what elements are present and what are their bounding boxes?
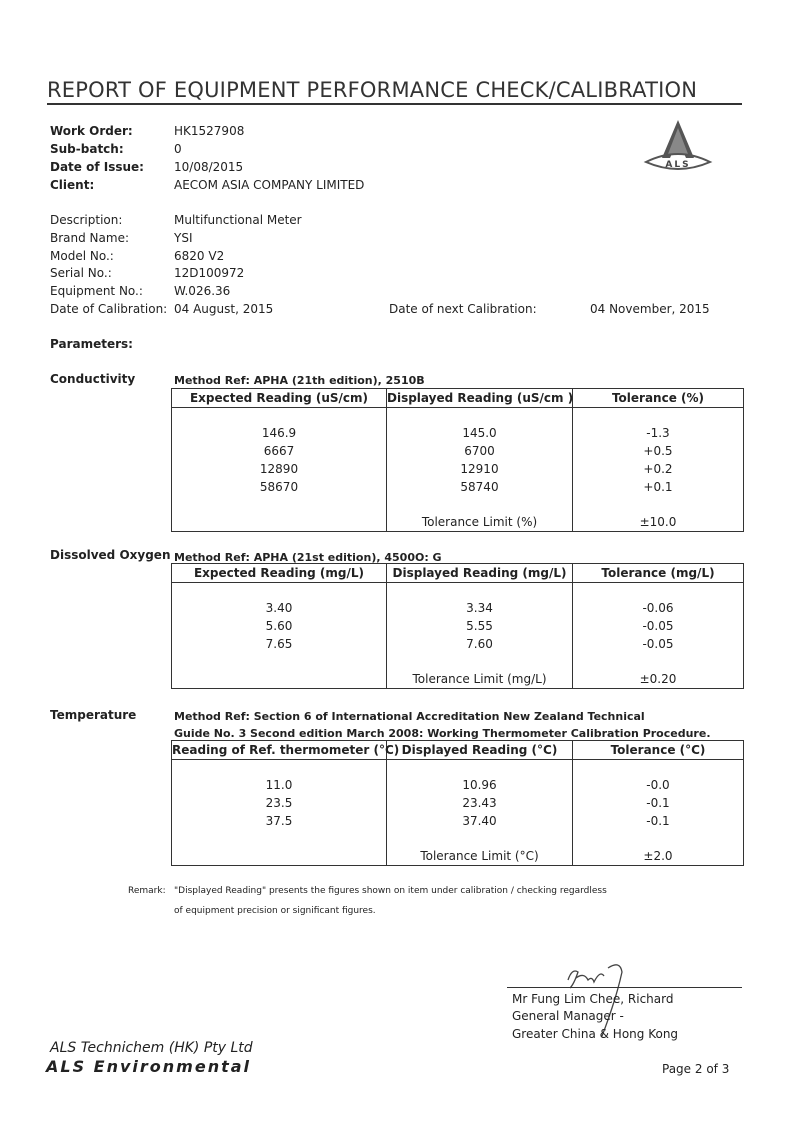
als-logo-text: ALS xyxy=(665,160,691,170)
model-value: 6820 V2 xyxy=(174,249,225,263)
work-order-value: HK1527908 xyxy=(174,124,245,138)
footer-company: ALS Technichem (HK) Pty Ltd xyxy=(50,1040,253,1056)
conductivity-expected-value: 12890 xyxy=(259,462,299,476)
oxygen-section-title: Dissolved Oxygen xyxy=(50,548,171,562)
conductivity-tolerance-value: +0.2 xyxy=(643,462,673,476)
conductivity-header-expected: Expected Reading (uS/cm) xyxy=(172,389,387,408)
conductivity-header-displayed: Displayed Reading (uS/cm ) xyxy=(387,389,573,408)
conductivity-displayed-value: 145.0 xyxy=(462,426,497,440)
oxygen-tolerance-column xyxy=(573,583,744,689)
oxygen-displayed-value: 5.55 xyxy=(466,619,493,633)
conductivity-displayed-value: 12910 xyxy=(460,462,499,476)
remark-line2: of equipment precision or significant figures. xyxy=(174,906,376,916)
conductivity-displayed-value: 58740 xyxy=(460,480,499,494)
signature-line xyxy=(507,987,742,988)
temperature-header-reference: Reading of Ref. thermometer (°C) xyxy=(172,741,387,760)
parameters-label: Parameters: xyxy=(50,337,133,351)
next-calibration-value: 04 November, 2015 xyxy=(590,302,710,316)
page-number: Page 2 of 3 xyxy=(662,1062,730,1076)
conductivity-limit-label: Tolerance Limit (%) xyxy=(421,515,538,529)
work-order-label: Work Order: xyxy=(50,124,133,138)
oxygen-expected-value: 3.40 xyxy=(265,601,293,615)
oxygen-header-displayed: Displayed Reading (mg/L) xyxy=(387,564,573,583)
equipment-no-label: Equipment No.: xyxy=(50,284,143,298)
temperature-method-line2: Guide No. 3 Second edition March 2008: Working Thermometer Calibration Procedure. xyxy=(174,727,711,740)
oxygen-displayed-column xyxy=(387,583,573,689)
temperature-tolerance-value: -0.1 xyxy=(646,796,670,810)
brand-value: YSI xyxy=(174,231,193,245)
conductivity-header-tolerance: Tolerance (%) xyxy=(573,389,744,408)
oxygen-tolerance-value: -0.05 xyxy=(642,619,674,633)
sub-batch-value: 0 xyxy=(174,142,182,156)
als-logo-mark xyxy=(640,118,716,180)
conductivity-method: Method Ref: APHA (21th edition), 2510B xyxy=(174,374,425,387)
oxygen-header-expected: Expected Reading (mg/L) xyxy=(172,564,387,583)
oxygen-displayed-value: 7.60 xyxy=(466,637,493,651)
conductivity-tolerance-value: -1.3 xyxy=(646,426,670,440)
conductivity-expected-value: 6667 xyxy=(263,444,295,458)
conductivity-section-title: Conductivity xyxy=(50,372,136,386)
issue-date-value: 10/08/2015 xyxy=(174,160,244,174)
conductivity-expected-value: 58670 xyxy=(259,480,299,494)
oxygen-limit-value: ±0.20 xyxy=(639,672,677,686)
description-value: Multifunctional Meter xyxy=(174,213,302,227)
temperature-header-tolerance: Tolerance (°C) xyxy=(573,741,744,760)
footer-brand: ALS Environmental xyxy=(46,1057,252,1076)
signatory-position: General Manager - xyxy=(512,1009,624,1023)
temperature-table xyxy=(171,740,744,866)
signatory-name: Mr Fung Lim Chee, Richard xyxy=(512,992,674,1006)
temperature-displayed-column xyxy=(387,760,573,866)
client-label: Client: xyxy=(50,178,95,192)
description-label: Description: xyxy=(50,213,123,227)
model-label: Model No.: xyxy=(50,249,114,263)
temperature-tolerance-value: -0.1 xyxy=(646,814,670,828)
temperature-displayed-value: 23.43 xyxy=(462,796,497,810)
oxygen-method: Method Ref: APHA (21st edition), 4500O: G xyxy=(174,551,442,564)
temperature-limit-label: Tolerance Limit (°C) xyxy=(420,849,539,863)
temperature-method-line1: Method Ref: Section 6 of International Accreditation New Zealand Technical xyxy=(174,710,645,723)
sub-batch-label: Sub-batch: xyxy=(50,142,124,156)
temperature-displayed-value: 10.96 xyxy=(462,778,497,792)
report-title: REPORT OF EQUIPMENT PERFORMANCE CHECK/CALIBRATION xyxy=(47,78,698,102)
temperature-reference-value: 37.5 xyxy=(265,814,293,828)
oxygen-displayed-value: 3.34 xyxy=(466,601,493,615)
temperature-limit-value: ±2.0 xyxy=(643,849,673,863)
als-logo xyxy=(640,118,716,180)
next-calibration-label: Date of next Calibration: xyxy=(389,302,537,316)
issue-date-label: Date of Issue: xyxy=(50,160,144,174)
temperature-header-displayed: Displayed Reading (°C) xyxy=(387,741,573,760)
conductivity-displayed-value: 6700 xyxy=(464,444,495,458)
oxygen-tolerance-value: -0.05 xyxy=(642,637,674,651)
oxygen-limit-label: Tolerance Limit (mg/L) xyxy=(412,672,547,686)
conductivity-limit-value: ±10.0 xyxy=(639,515,677,529)
equipment-no-value: W.026.36 xyxy=(174,284,231,298)
conductivity-tolerance-value: +0.1 xyxy=(643,480,673,494)
oxygen-expected-column xyxy=(172,583,387,689)
temperature-reference-value: 23.5 xyxy=(265,796,293,810)
title-underline xyxy=(47,103,742,105)
calibration-date-label: Date of Calibration: xyxy=(50,302,168,316)
remark-label: Remark: xyxy=(128,886,166,896)
client-value: AECOM ASIA COMPANY LIMITED xyxy=(174,178,365,192)
remark-line1: "Displayed Reading" presents the figures shown on item under calibration / checking regardless xyxy=(174,886,607,896)
oxygen-tolerance-value: -0.06 xyxy=(642,601,674,615)
temperature-section-title: Temperature xyxy=(50,708,137,722)
oxygen-expected-value: 5.60 xyxy=(265,619,293,633)
temperature-tolerance-column xyxy=(573,760,744,866)
conductivity-expected-value: 146.9 xyxy=(261,426,297,440)
conductivity-tolerance-column xyxy=(573,408,744,532)
oxygen-expected-value: 7.65 xyxy=(265,637,293,651)
conductivity-tolerance-value: +0.5 xyxy=(643,444,673,458)
temperature-reference-column xyxy=(172,760,387,866)
oxygen-header-tolerance: Tolerance (mg/L) xyxy=(573,564,744,583)
temperature-displayed-value: 37.40 xyxy=(462,814,497,828)
serial-label: Serial No.: xyxy=(50,266,112,280)
conductivity-table xyxy=(171,388,744,532)
oxygen-table xyxy=(171,563,744,689)
brand-label: Brand Name: xyxy=(50,231,130,245)
conductivity-displayed-column xyxy=(387,408,573,532)
signatory-region: Greater China & Hong Kong xyxy=(512,1027,679,1041)
serial-value: 12D100972 xyxy=(174,266,245,280)
temperature-reference-value: 11.0 xyxy=(265,778,293,792)
calibration-date-value: 04 August, 2015 xyxy=(174,302,274,316)
temperature-tolerance-value: -0.0 xyxy=(646,778,670,792)
conductivity-expected-column xyxy=(172,408,387,532)
